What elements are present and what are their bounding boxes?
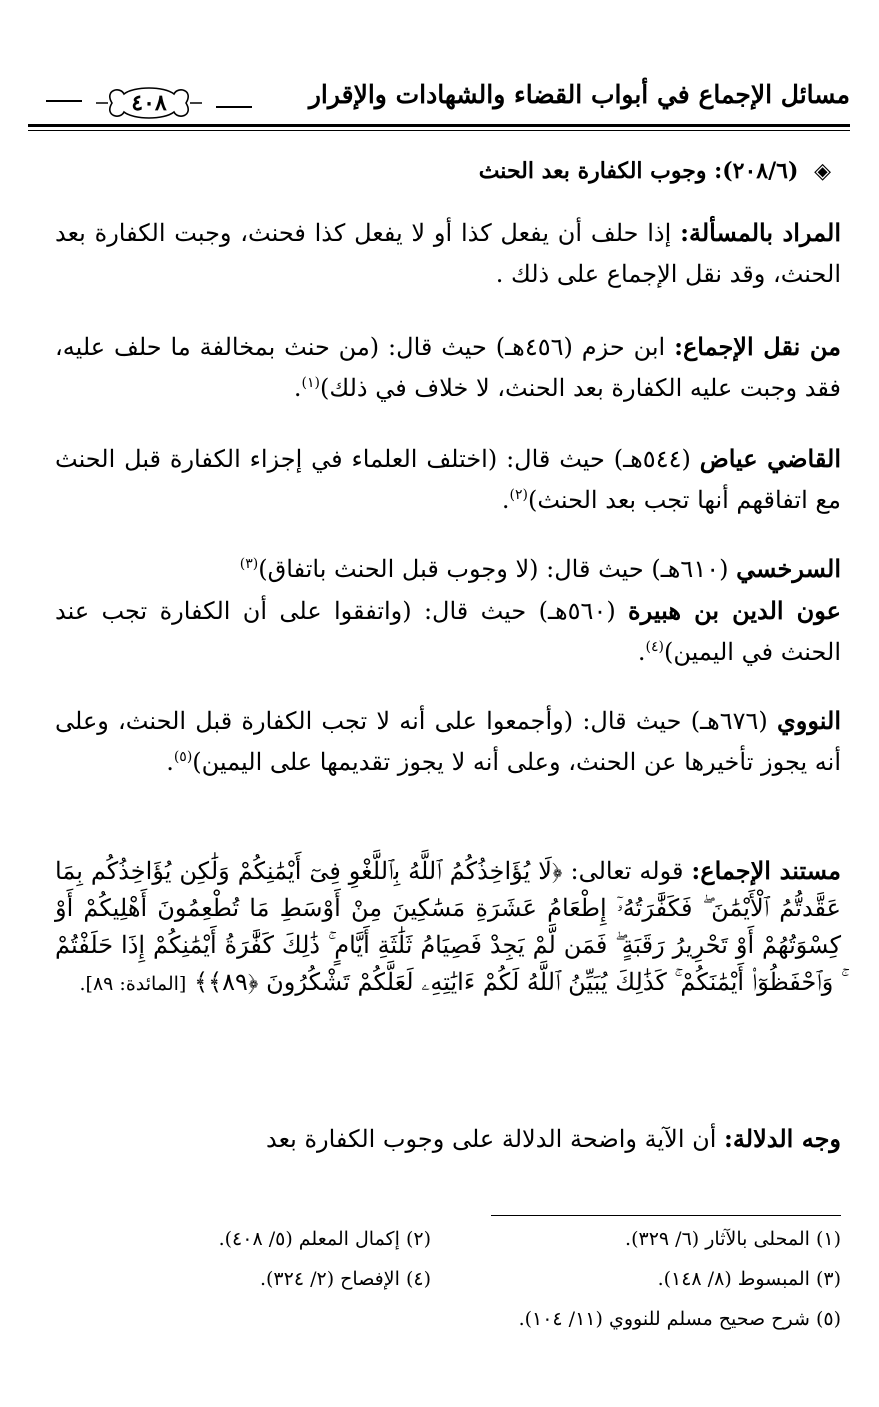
section-heading-text: (٢٠٨/٦): وجوب الكفارة بعد الحنث xyxy=(478,158,799,184)
header-rule-thin xyxy=(28,130,850,131)
sarakhsi-text: (٦١٠هـ) حيث قال: (لا وجوب قبل الحنث باتفاق) xyxy=(258,555,729,583)
header-dash-right xyxy=(216,106,252,108)
iyad-text: (٥٤٤هـ) حيث قال: (اختلف العلماء في إجزاء الكفارة قبل الحنث مع اتفاقهم أنها تجب بعد الحنث) xyxy=(55,445,841,514)
footnote-2 xyxy=(219,1228,431,1250)
diamond-bullet-icon: ◈ xyxy=(814,158,831,184)
page-number-ornament xyxy=(94,84,204,122)
header-dash-left xyxy=(46,100,82,102)
basis-label: مستند الإجماع: xyxy=(691,856,841,885)
header-rule xyxy=(28,124,850,127)
footnote-4 xyxy=(260,1268,431,1290)
sarakhsi-paragraph: السرخسي (٦١٠هـ) حيث قال: (لا وجوب قبل الحنث باتفاق)$^{(٣)}$ عون الدين بن هبيرة (٥٦٠هـ) حيث قال: (واتفقوا على أن الكفارة تجب عند الحنث في اليمين)$^{(٤)}$. xyxy=(55,554,842,666)
footnote-number: (١) xyxy=(815,1228,841,1250)
ibn-hazm-text: ابن حزم (٤٥٦هـ) حيث قال: (من حنث بمخالفة ما حلف عليه، فقد وجبت عليه الكفارة بعد الحنث، لا خلاف في ذلك) xyxy=(55,333,841,402)
page-number: ٤٠٨ xyxy=(131,90,167,116)
hubayra-text: (٥٦٠هـ) حيث قال: (واتفقوا على أن الكفارة تجب عند الحنث في اليمين) xyxy=(55,597,841,666)
footnote-1 xyxy=(625,1228,841,1250)
footnote-ref-3: (٣) xyxy=(239,556,259,572)
footnote-number: (٥) xyxy=(815,1308,841,1330)
footnote-number: (٢) xyxy=(405,1228,431,1250)
section-heading xyxy=(479,158,831,184)
footnote-ref-2: (٢) xyxy=(509,487,528,503)
quran-verse: ﴿لَا يُؤَاخِذُكُمُ ٱللَّهُ بِٱللَّغْوِ فِىٓ أَيْمَٰنِكُمْ وَلَٰكِن يُؤَاخِذُكُم بِمَا عَقَّدتُّمُ ٱلْأَيْمَٰنَ ۖ فَكَفَّٰرَتُهُۥٓ إِطْعَامُ عَشَرَةِ مَسَٰكِينَ مِنْ أَوْسَطِ مَا تُطْعِمُونَ أَهْلِيكُمْ أَوْ كِسْوَتُهُمْ أَوْ تَحْرِيرُ رَقَبَةٍ ۖ فَمَن لَّمْ يَجِدْ فَصِيَامُ ثَلَٰثَةِ أَيَّامٍ ۚ ذَٰلِكَ كَفَّٰرَةُ أَيْمَٰنِكُمْ إِذَا حَلَفْتُمْ ۚ وَٱحْفَظُوٓا۟ أَيْمَٰنَكُمْ ۚ كَذَٰلِكَ يُبَيِّنُ ٱللَّهُ لَكُمْ ءَايَٰتِهِۦ لَعَلَّكُمْ تَشْكُرُونَ ﴿٨٩﴾﴾ xyxy=(55,857,841,996)
nawawi-label: النووي xyxy=(777,706,841,735)
indication-paragraph xyxy=(55,1118,841,1160)
iyad-label: القاضي عياض xyxy=(699,444,841,473)
footnote-5 xyxy=(519,1308,841,1330)
footnote-ref-5: (٥) xyxy=(173,749,193,765)
hubayra-label: عون الدين بن هبيرة xyxy=(628,596,842,625)
meaning-paragraph xyxy=(55,212,841,295)
footnote-text: إكمال المعلم (٥/ ٤٠٨). xyxy=(218,1228,400,1250)
footnote-text: شرح صحيح مسلم للنووي (١١/ ١٠٤). xyxy=(518,1308,810,1330)
footnote-3 xyxy=(658,1268,841,1290)
footnote-text: المحلى بالآثار (٦/ ٣٢٩). xyxy=(625,1228,810,1250)
footnote-rule xyxy=(491,1215,841,1216)
sarakhsi-label: السرخسي xyxy=(736,554,841,583)
iyad-paragraph: القاضي عياض (٥٤٤هـ) حيث قال: (اختلف العلماء في إجزاء الكفارة قبل الحنث مع اتفاقهم أنها تجب بعد الحنث)$^{(٢)}$. xyxy=(55,444,841,514)
nawawi-paragraph: النووي (٦٧٦هـ) حيث قال: (وأجمعوا على أنه لا تجب الكفارة قبل الحنث، وعلى أنه يجوز تأخيرها عن الحنث، وعلى أنه لا يجوز تقديمها على اليمين)$^{(٥)}$. xyxy=(55,706,841,776)
verse-reference: [المائدة: ٨٩]. xyxy=(79,973,187,995)
basis-paragraph xyxy=(55,852,841,1003)
footnote-text: الإفصاح (٢/ ٣٢٤). xyxy=(259,1268,400,1290)
basis-intro: قوله تعالى: xyxy=(570,857,684,885)
meaning-text: إذا حلف أن يفعل كذا أو لا يفعل كذا فحنث، وجبت الكفارة بعد الحنث، وقد نقل الإجماع على ذلك . xyxy=(55,219,841,288)
running-header xyxy=(28,62,850,132)
footnote-number: (٣) xyxy=(815,1268,841,1290)
footnote-ref-4: (٤) xyxy=(645,639,664,655)
transmitters-label: من نقل الإجماع: xyxy=(674,332,841,361)
nawawi-text: (٦٧٦هـ) حيث قال: (وأجمعوا على أنه لا تجب الكفارة قبل الحنث، وعلى أنه يجوز تأخيرها عن الحنث، وعلى أنه لا يجوز تقديمها على اليمين) xyxy=(55,707,841,776)
footnote-ref-1: (١) xyxy=(301,375,320,391)
meaning-label: المراد بالمسألة: xyxy=(680,218,841,247)
ibn-hazm-paragraph: من نقل الإجماع: ابن حزم (٤٥٦هـ) حيث قال: (من حنث بمخالفة ما حلف عليه، فقد وجبت عليه الكفارة بعد الحنث، لا خلاف في ذلك)$^{(١)}$. xyxy=(55,332,841,402)
footnote-text: المبسوط (٨/ ١٤٨). xyxy=(657,1268,810,1290)
indication-text: أن الآية واضحة الدلالة على وجوب الكفارة بعد xyxy=(265,1125,717,1153)
footnote-number: (٤) xyxy=(405,1268,431,1290)
indication-label: وجه الدلالة: xyxy=(724,1124,841,1153)
header-title: مسائل الإجماع في أبواب القضاء والشهادات والإقرار xyxy=(308,80,850,109)
